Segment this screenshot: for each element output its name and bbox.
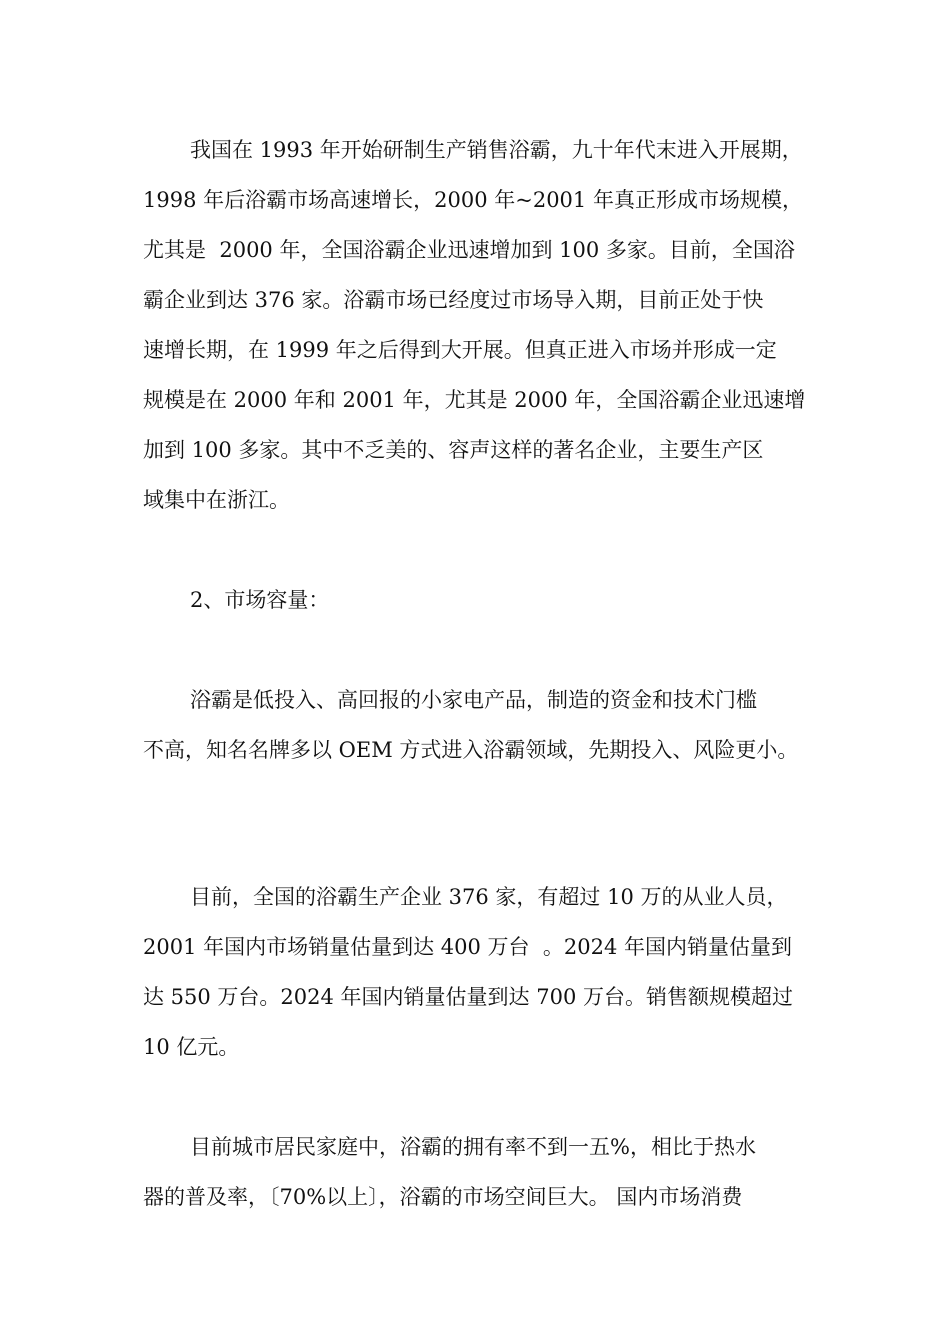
- paragraph-1-line-1: 我国在 1993 年开始研制生产销售浴霸，九十年代末进入开展期，: [190, 138, 803, 162]
- paragraph-1-line-4: 霸企业到达 376 家。浴霸市场已经度过市场导入期，目前正处于快: [143, 288, 764, 312]
- paragraph-1-line-8: 域集中在浙江。: [143, 488, 290, 512]
- paragraph-1-line-3: 尤其是 2000 年，全国浴霸企业迅速增加到 100 多家。目前，全国浴: [143, 238, 795, 262]
- paragraph-2-line-1: 浴霸是低投入、高回报的小家电产品，制造的资金和技术门槛: [190, 688, 757, 712]
- paragraph-1-line-5: 速增长期，在 1999 年之后得到大开展。但真正进入市场并形成一定: [143, 338, 777, 362]
- paragraph-4-line-1: 目前城市居民家庭中，浴霸的拥有率不到一五%，相比于热水: [190, 1135, 756, 1159]
- paragraph-2-line-2: 不高，知名名牌多以 OEM 方式进入浴霸领域，先期投入、风险更小。: [143, 738, 799, 762]
- paragraph-3-line-3: 达 550 万台。2024 年国内销量估量到达 700 万台。销售额规模超过: [143, 985, 793, 1009]
- paragraph-1-line-7: 加到 100 多家。其中不乏美的、容声这样的著名企业，主要生产区: [143, 438, 764, 462]
- paragraph-1-line-2: 1998 年后浴霸市场高速增长，2000 年~2001 年真正形成市场规模，: [143, 188, 803, 212]
- section-heading: 2、市场容量：: [190, 588, 330, 612]
- paragraph-3-line-4: 10 亿元。: [143, 1035, 240, 1059]
- paragraph-4-line-2: 器的普及率，〔70%以上〕，浴霸的市场空间巨大。 国内市场消费: [143, 1185, 743, 1209]
- paragraph-3-line-1: 目前，全国的浴霸生产企业 376 家，有超过 10 万的从业人员，: [190, 885, 788, 909]
- paragraph-3-line-2: 2001 年国内市场销量估量到达 400 万台 。2024 年国内销量估量到: [143, 935, 793, 959]
- paragraph-1-line-6: 规模是在 2000 年和 2001 年，尤其是 2000 年，全国浴霸企业迅速增: [143, 388, 806, 412]
